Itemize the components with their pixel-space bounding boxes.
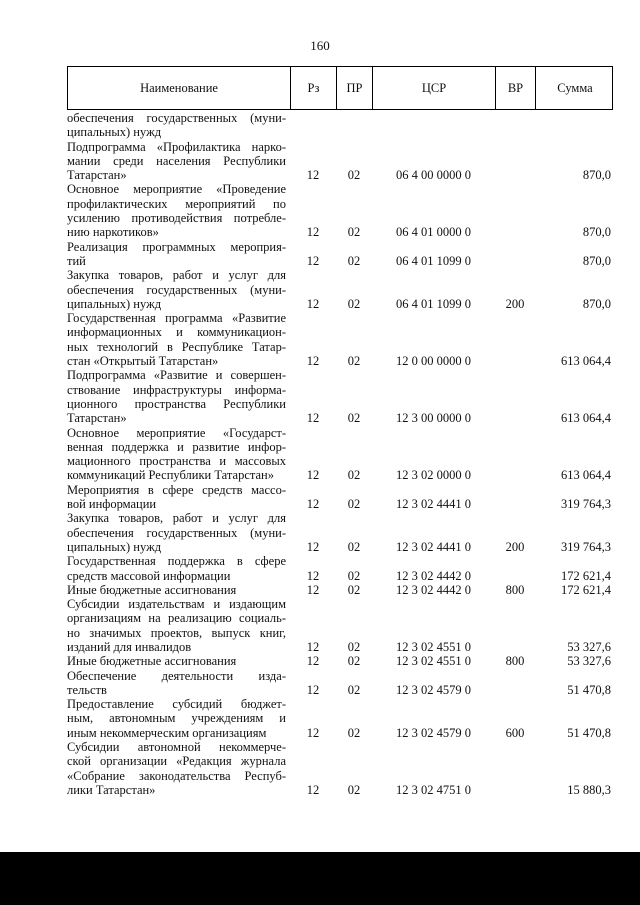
row-pr: 02 <box>347 582 361 597</box>
row-csr: 12 3 02 4551 0 <box>396 654 471 669</box>
row-pr: 02 <box>347 296 361 311</box>
row-pr: 02 <box>347 639 361 654</box>
row-name <box>67 268 290 311</box>
row-rz: 12 <box>306 468 320 483</box>
row-name <box>67 368 290 425</box>
row-name-line: иным некоммерческим организациям <box>67 725 267 740</box>
row-sum: 53 327,6 <box>567 639 611 654</box>
row-name-line: Государственная программа «Развитие <box>67 311 286 326</box>
row-pr: 02 <box>347 782 361 797</box>
row-name-line: ципальных) нужд <box>67 539 162 554</box>
row-csr: 12 3 02 4441 0 <box>396 539 471 554</box>
row-name <box>67 554 290 583</box>
table-header <box>67 66 613 110</box>
row-name-line: средств массовой информации <box>67 568 231 583</box>
table-row <box>67 554 613 583</box>
row-name-line: ных технологий в Республике Татар- <box>67 339 286 354</box>
row-vr: 800 <box>505 582 525 597</box>
row-rz: 12 <box>306 782 320 797</box>
row-name <box>67 426 290 483</box>
table-row <box>67 511 613 554</box>
row-name-line: профилактических мероприятий по <box>67 196 286 211</box>
row-csr: 12 3 02 0000 0 <box>396 468 471 483</box>
row-name-line: ципальных) нужд <box>67 125 162 140</box>
row-name <box>67 111 290 140</box>
row-name-line: обеспечения государственных (муни- <box>67 282 286 297</box>
table-row <box>67 740 613 797</box>
row-name <box>67 311 290 368</box>
row-name-line: тельств <box>67 682 107 697</box>
row-name-line: Субсидии издательствам и издающим <box>67 597 286 612</box>
row-name-line: тий <box>67 253 86 268</box>
row-pr: 02 <box>347 654 361 669</box>
row-name <box>67 140 290 183</box>
row-name-line: усилению противодействия потребле- <box>67 211 286 226</box>
row-name-line: коммуникаций Республики Татарстан» <box>67 468 274 483</box>
table-row <box>67 697 613 740</box>
row-name <box>67 654 290 668</box>
row-name-line: Подпрограмма «Развитие и совершен- <box>67 368 286 383</box>
row-name-line: Обеспечение деятельности изда- <box>67 668 286 683</box>
row-name <box>67 697 290 740</box>
row-pr: 02 <box>347 168 361 183</box>
page-number: 160 <box>310 38 330 53</box>
row-vr: 600 <box>505 725 525 740</box>
row-rz: 12 <box>306 411 320 426</box>
row-name-line: Иные бюджетные ассигнования <box>67 582 237 597</box>
row-csr: 06 4 01 0000 0 <box>396 225 471 240</box>
row-pr: 02 <box>347 682 361 697</box>
row-rz: 12 <box>306 225 320 240</box>
row-sum: 172 621,4 <box>561 582 611 597</box>
row-name <box>67 740 290 797</box>
row-name-line: нию наркотиков» <box>67 225 159 240</box>
row-name <box>67 583 290 597</box>
row-name-line: но значимых проектов, выпуск книг, <box>67 625 286 640</box>
table-row <box>67 426 613 483</box>
row-name-line: изданий для инвалидов <box>67 639 192 654</box>
row-name <box>67 669 290 698</box>
row-pr: 02 <box>347 354 361 369</box>
header-pr: ПР <box>337 67 373 109</box>
row-sum: 51 470,8 <box>567 725 611 740</box>
row-vr: 200 <box>505 296 525 311</box>
row-rz: 12 <box>306 354 320 369</box>
row-rz: 12 <box>306 725 320 740</box>
row-name-line: Подпрограмма «Профилактика нарко- <box>67 139 286 154</box>
row-sum: 613 064,4 <box>561 354 611 369</box>
table-row <box>67 583 613 597</box>
row-name-line: Татарстан» <box>67 168 127 183</box>
row-pr: 02 <box>347 539 361 554</box>
row-csr: 12 3 02 4442 0 <box>396 568 471 583</box>
scan-border <box>0 852 640 905</box>
row-pr: 02 <box>347 225 361 240</box>
row-name-line: Основное мероприятие «Проведение <box>67 182 286 197</box>
row-csr: 12 3 02 4579 0 <box>396 682 471 697</box>
table-row <box>67 140 613 183</box>
row-name-line: ным, автономным учреждениям и <box>67 711 286 726</box>
row-rz: 12 <box>306 582 320 597</box>
row-name-line: обеспечения государственных (муни- <box>67 111 286 125</box>
row-name-line: Закупка товаров, работ и услуг для <box>67 511 286 526</box>
row-name-line: информационных и коммуникацион- <box>67 325 286 340</box>
row-name-line: вой информации <box>67 497 157 512</box>
row-name-line: Татарстан» <box>67 411 127 426</box>
row-name <box>67 483 290 512</box>
row-rz: 12 <box>306 168 320 183</box>
row-rz: 12 <box>306 568 320 583</box>
row-name-line: венная поддержка и развитие инфор- <box>67 439 286 454</box>
row-vr: 800 <box>505 654 525 669</box>
header-csr: ЦСР <box>373 67 496 109</box>
row-sum: 870,0 <box>582 168 611 183</box>
row-sum: 870,0 <box>582 253 611 268</box>
row-name-line: ствование инфраструктуры информа- <box>67 382 286 397</box>
row-name <box>67 182 290 239</box>
table-row <box>67 669 613 698</box>
row-csr: 12 3 02 4441 0 <box>396 497 471 512</box>
row-name-line: ципальных) нужд <box>67 296 162 311</box>
table-row <box>67 368 613 425</box>
row-name-line: мационного пространства и массовых <box>67 454 286 469</box>
header-vr: ВР <box>496 67 536 109</box>
row-name-line: мании среди населения Республики <box>67 153 286 168</box>
table-row <box>67 311 613 368</box>
row-name-line: Государственная поддержка в сфере <box>67 554 286 569</box>
table-row <box>67 240 613 269</box>
row-rz: 12 <box>306 296 320 311</box>
row-csr: 06 4 00 0000 0 <box>396 168 471 183</box>
row-sum: 613 064,4 <box>561 411 611 426</box>
row-name-line: Закупка товаров, работ и услуг для <box>67 268 286 283</box>
row-name-line: Мероприятия в сфере средств массо- <box>67 482 286 497</box>
row-rz: 12 <box>306 639 320 654</box>
row-name <box>67 597 290 654</box>
table-row <box>67 483 613 512</box>
row-name-line: обеспечения государственных (муни- <box>67 525 286 540</box>
table-body <box>67 111 613 797</box>
header-rz: Рз <box>291 67 337 109</box>
row-name-line: Иные бюджетные ассигнования <box>67 654 237 669</box>
row-name-line: Основное мероприятие «Государст- <box>67 425 286 440</box>
row-pr: 02 <box>347 411 361 426</box>
row-name <box>67 511 290 554</box>
row-name <box>67 240 290 269</box>
row-name-line: Субсидии автономной некоммерче- <box>67 740 286 755</box>
row-name-line: стан «Открытый Татарстан» <box>67 354 219 369</box>
row-csr: 12 3 02 4442 0 <box>396 582 471 597</box>
row-rz: 12 <box>306 497 320 512</box>
row-csr: 06 4 01 1099 0 <box>396 253 471 268</box>
row-pr: 02 <box>347 725 361 740</box>
table-row <box>67 654 613 668</box>
row-rz: 12 <box>306 682 320 697</box>
row-csr: 12 3 02 4579 0 <box>396 725 471 740</box>
row-sum: 319 764,3 <box>561 497 611 512</box>
table-row <box>67 597 613 654</box>
row-name-line: лики Татарстан» <box>67 782 156 797</box>
row-name-line: Предоставление субсидий бюджет- <box>67 697 286 712</box>
row-csr: 12 3 02 4551 0 <box>396 639 471 654</box>
row-csr: 12 0 00 0000 0 <box>396 354 471 369</box>
row-sum: 51 470,8 <box>567 682 611 697</box>
row-csr: 06 4 01 1099 0 <box>396 296 471 311</box>
row-rz: 12 <box>306 654 320 669</box>
row-csr: 12 3 02 4751 0 <box>396 782 471 797</box>
table-row <box>67 268 613 311</box>
row-csr: 12 3 00 0000 0 <box>396 411 471 426</box>
row-name-line: «Собрание законодательства Респуб- <box>67 768 286 783</box>
row-pr: 02 <box>347 497 361 512</box>
table-row <box>67 111 613 140</box>
row-sum: 870,0 <box>582 225 611 240</box>
header-name: Наименование <box>68 67 291 109</box>
row-pr: 02 <box>347 568 361 583</box>
row-vr: 200 <box>505 539 525 554</box>
row-rz: 12 <box>306 253 320 268</box>
row-name-line: ской организации «Редакция журнала <box>67 754 286 769</box>
table-row <box>67 182 613 239</box>
header-sum: Сумма <box>557 80 593 95</box>
row-sum: 172 621,4 <box>561 568 611 583</box>
row-sum: 15 880,3 <box>567 782 611 797</box>
row-pr: 02 <box>347 253 361 268</box>
row-sum: 613 064,4 <box>561 468 611 483</box>
row-rz: 12 <box>306 539 320 554</box>
row-pr: 02 <box>347 468 361 483</box>
row-name-line: ционного пространства Республики <box>67 396 286 411</box>
row-name-line: организациям на реализацию социаль- <box>67 611 286 626</box>
row-sum: 870,0 <box>582 296 611 311</box>
row-sum: 53 327,6 <box>567 654 611 669</box>
row-sum: 319 764,3 <box>561 539 611 554</box>
row-name-line: Реализация программных мероприя- <box>67 239 286 254</box>
